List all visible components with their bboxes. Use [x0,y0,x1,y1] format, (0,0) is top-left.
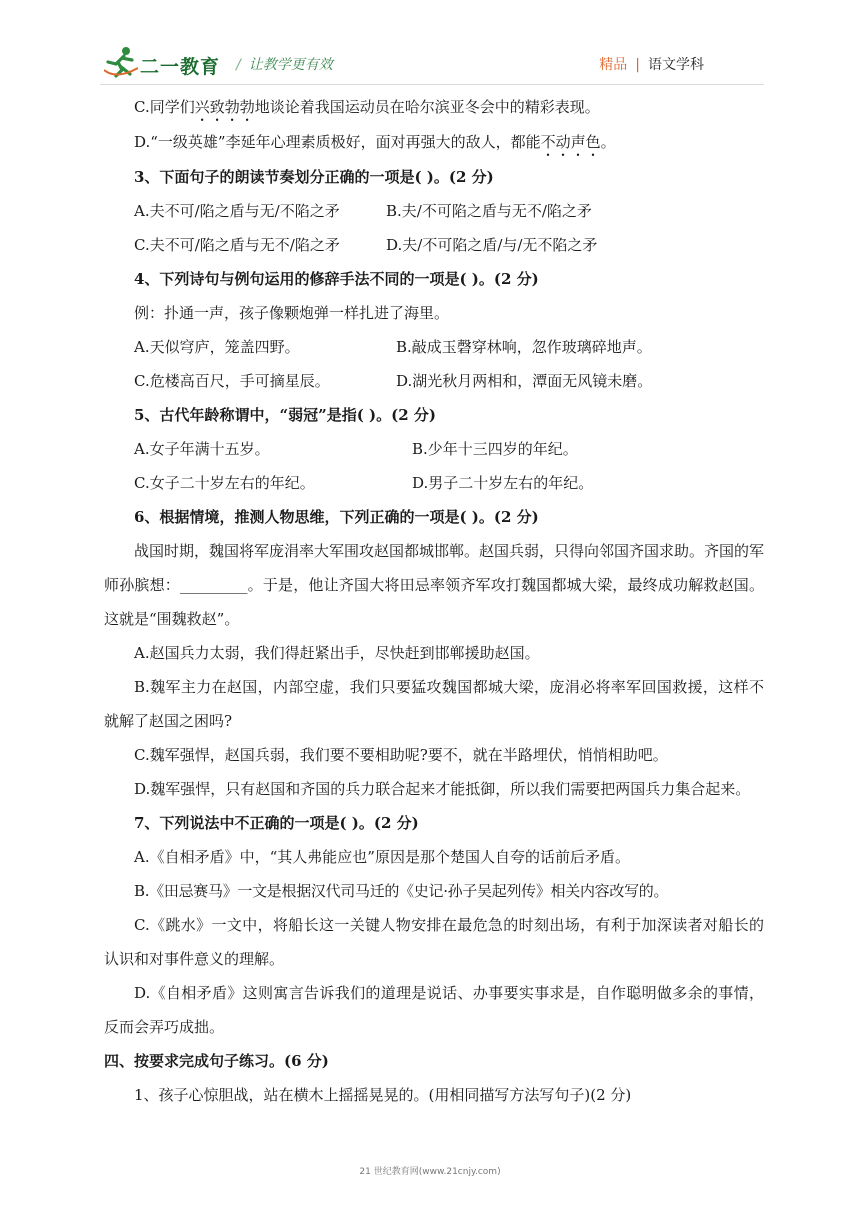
option-a: A.夫不可/陷之盾与无/不陷之矛 [134,202,340,220]
option-c: C.《跳水》一文中，将船长这一关键人物安排在最危急的时刻出场，有利于加深读者对船长的认识和对事件意义的理解。 [104,916,764,968]
section-4-title: 四、按要求完成句子练习。(6 分) [104,1052,329,1070]
runner-logo-icon [104,46,138,78]
option-b: B.魏军主力在赵国，内部空虚，我们只要猛攻魏国都城大梁，庞涓必将率军回国救援，这样不就解了赵国之困吗? [104,678,764,730]
option-row [104,228,764,262]
option-a: A.天似穹庐，笼盖四野。 [134,338,300,356]
document-body [104,90,764,1112]
option-d: D.魏军强悍，只有赵国和齐国的兵力联合起来才能抵御，所以我们需要把两国兵力集合起来。 [134,780,751,798]
page-header [100,44,764,86]
slogan: / 让教学更有效 [236,57,333,73]
question-6: 6、根据情境，推测人物思维，下列正确的一项是( )。(2 分) [134,508,539,526]
question-4: 4、下列诗句与例句运用的修辞手法不同的一项是( )。(2 分) [134,270,539,288]
sentence-exercise-1: 1、孩子心惊胆战，站在横木上摇摇晃晃的。(用相同描写方法写句子)(2 分) [134,1086,632,1104]
story-paragraph: 战国时期，魏国将军庞涓率大军围攻赵国都城邯郸。赵国兵弱，只得向邻国齐国求助。齐国的军师孙膑想：_________。于是，他让齐国大将田忌率领齐军攻打魏国都城大梁，最终成功解救赵国。这就是“围魏救赵”。 [104,542,765,628]
question-3: 3、下面句子的朗读节奏划分正确的一项是( )。(2 分) [134,168,494,186]
option-c: C.危楼高百尺，手可摘星辰。 [134,372,330,390]
option-a: A.《自相矛盾》中，“其人弗能应也”原因是那个楚国人自夸的话前后矛盾。 [134,848,630,866]
option-row [104,330,764,364]
option-a: A.女子年满十五岁。 [134,440,270,458]
option-row [104,432,764,466]
subject-label: 语文学科 [648,57,704,73]
question-7: 7、下列说法中不正确的一项是( )。(2 分) [134,814,419,832]
option-b: B.夫/不可陷之盾与无不/陷之矛 [386,202,592,220]
option-d: D.男子二十岁左右的年纪。 [412,474,594,492]
option-d: D.夫/不可陷之盾/与/无不陷之矛 [386,236,598,254]
header-right: 精品 | 语文学科 [599,57,704,73]
option-b: B.敲成玉磬穿林响，忽作玻璃碎地声。 [396,338,652,356]
option-a: A.赵国兵力太弱，我们得赶紧出手，尽快赶到邯郸援助赵国。 [134,644,540,662]
option-row [104,466,764,500]
option-row [104,194,764,228]
logo [100,44,230,82]
option-d: D.《自相矛盾》这则寓言告诉我们的道理是说话、办事要实事求是，自作聪明做多余的事情，反而会弄巧成拙。 [104,984,764,1036]
question-5: 5、古代年龄称谓中，“弱冠”是指( )。(2 分) [134,406,436,424]
emphasized-word: 兴致勃勃 [194,98,255,116]
option-line: C.同学们兴致勃勃地谈论着我国运动员在哈尔滨亚冬会中的精彩表现。 [134,98,600,116]
option-c: C.女子二十岁左右的年纪。 [134,474,315,492]
option-b: B.《田忌赛马》一文是根据汉代司马迁的《史记·孙子吴起列传》相关内容改写的。 [134,882,669,900]
logo-text: 二一教育 [140,56,221,78]
emphasized-word: 不动声色 [540,133,601,151]
option-c: C.夫不可/陷之盾与无不/陷之矛 [134,236,340,254]
example-line: 例：扑通一声，孩子像颗炮弹一样扎进了海里。 [134,304,450,322]
option-line: D.“一级英雄”李延年心理素质极好，面对再强大的敌人，都能不动声色。 [134,133,616,151]
option-b: B.少年十三四岁的年纪。 [412,440,578,458]
header-divider [100,84,764,85]
option-c: C.魏军强悍，赵国兵弱，我们要不要相助呢?要不，就在半路埋伏，悄悄相助吧。 [134,746,668,764]
page-footer: 21 世纪教育网(www.21cnjy.com) [359,1167,501,1177]
slogan-text: 让教学更有效 [248,57,333,73]
quality-label: 精品 [599,57,628,73]
option-row [104,364,764,398]
option-d: D.湖光秋月两相和，潭面无风镜未磨。 [396,372,653,390]
